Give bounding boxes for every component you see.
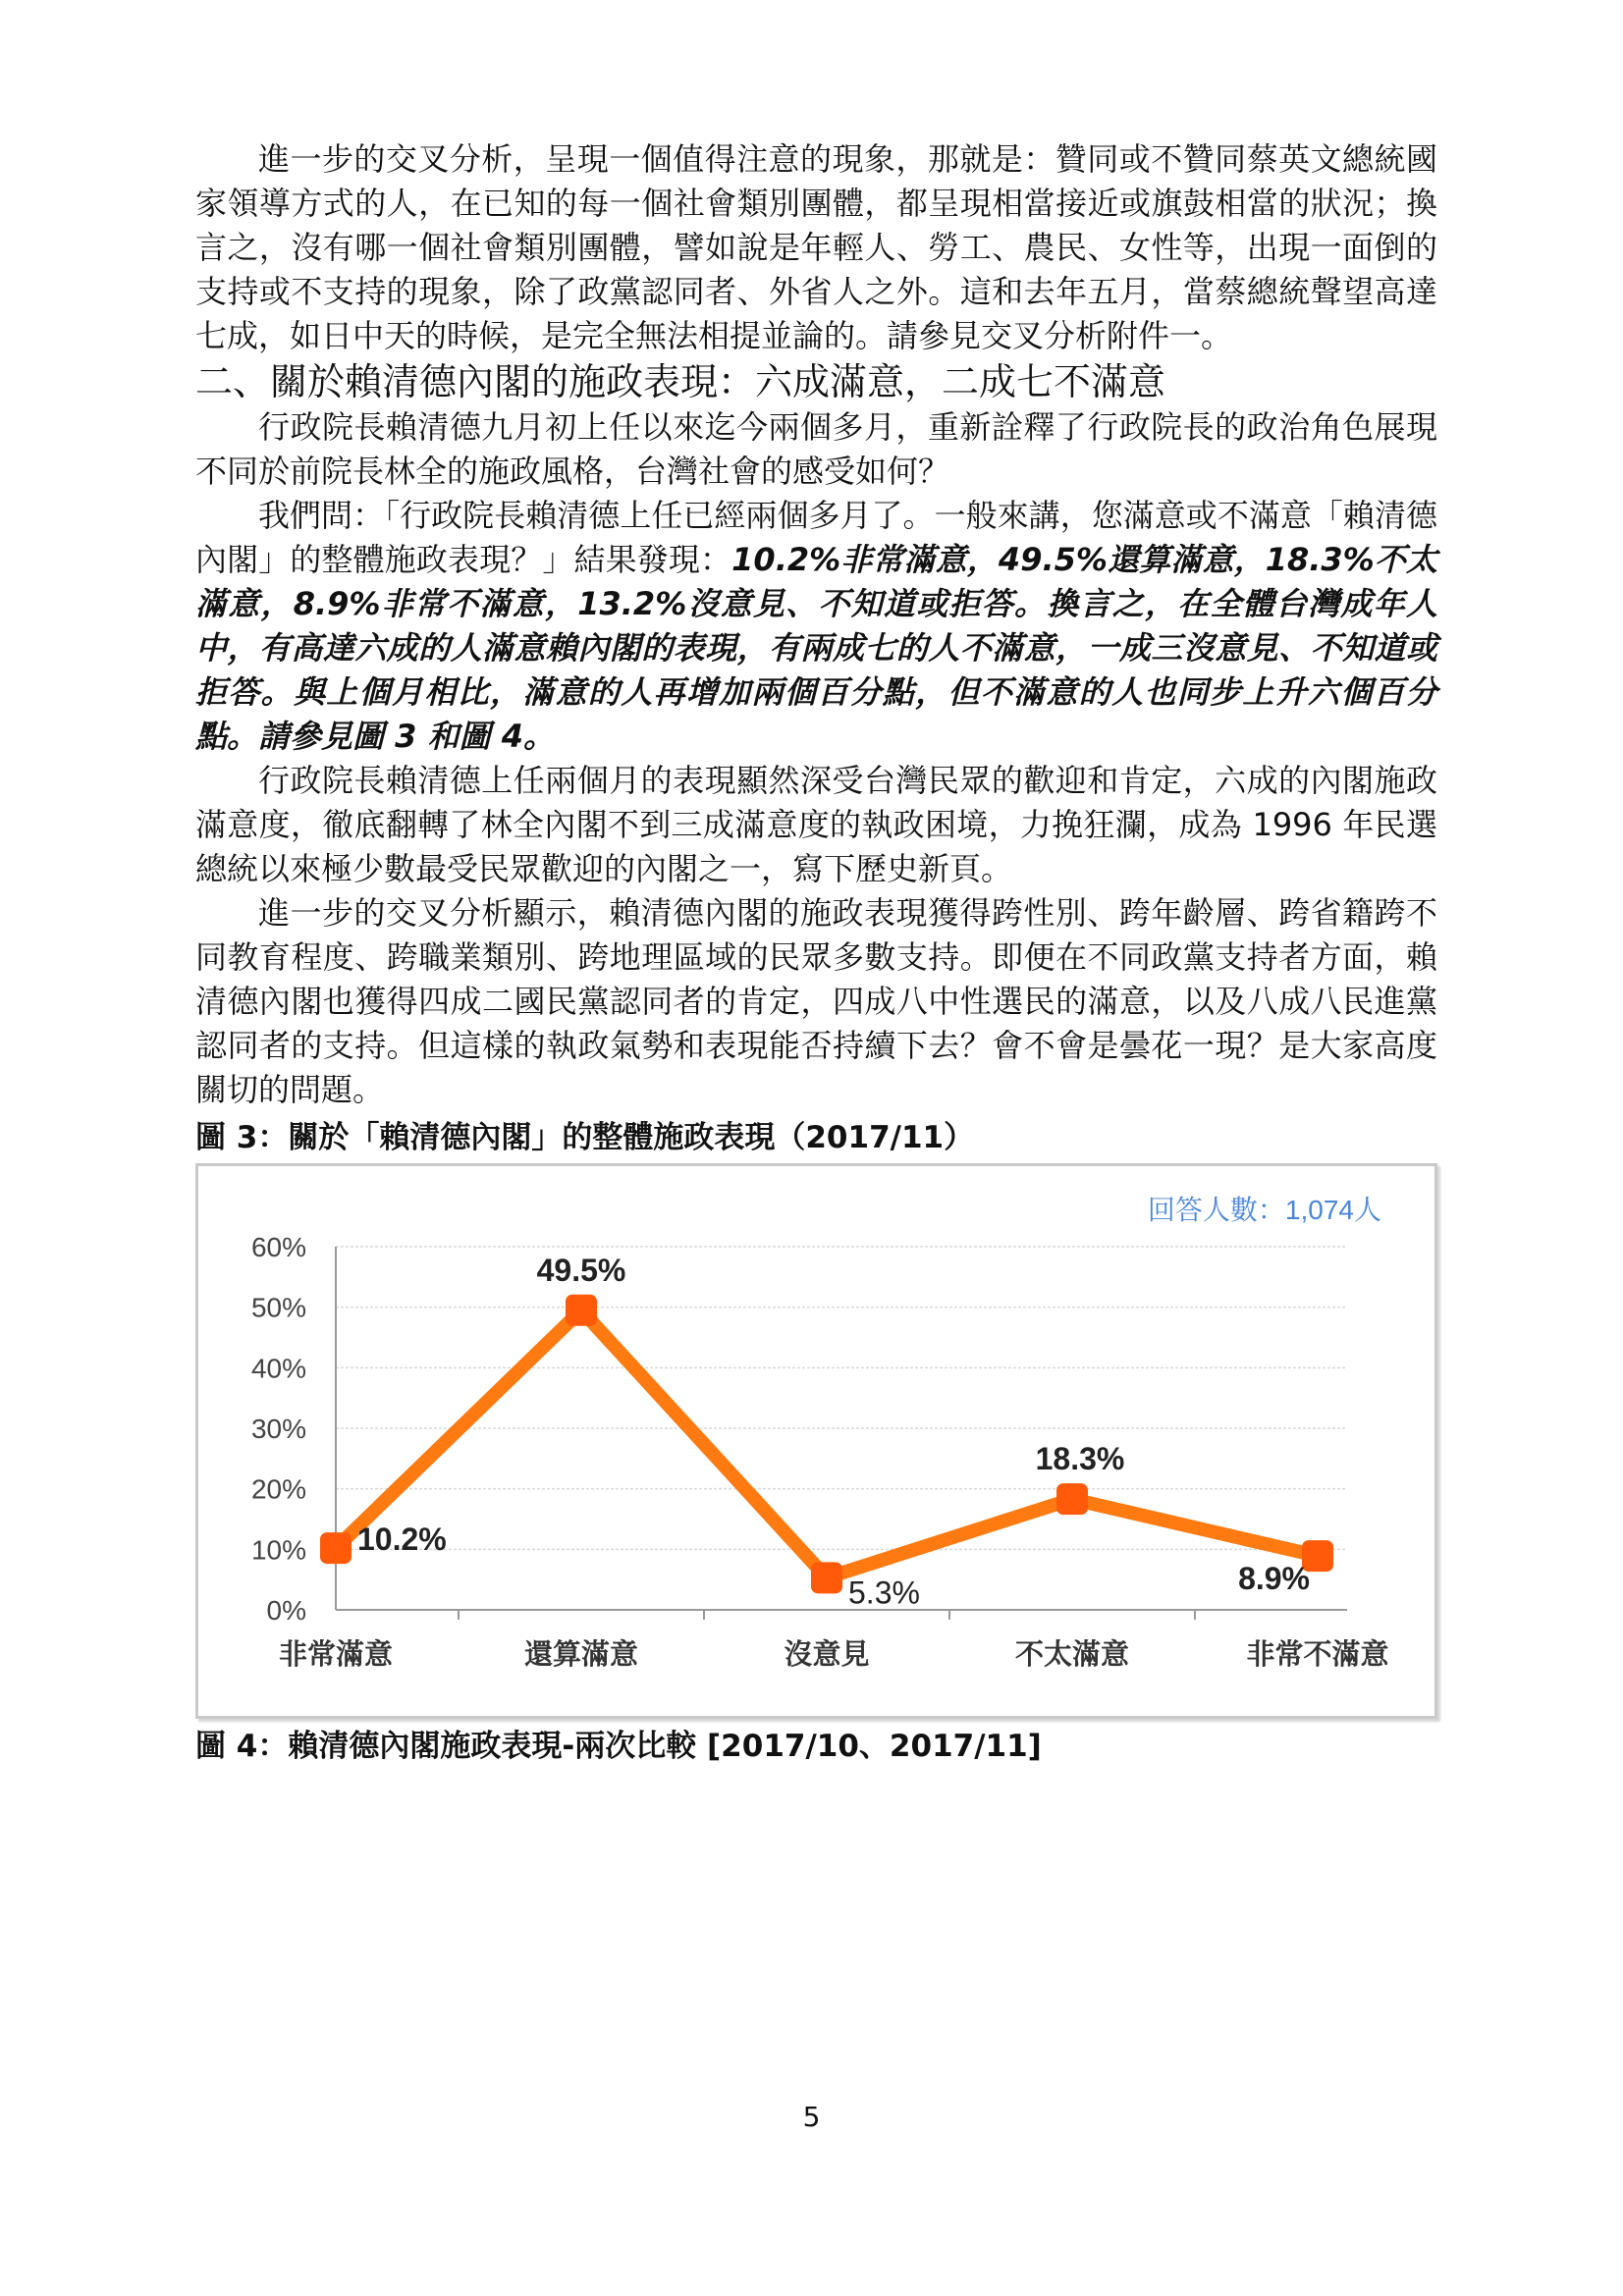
data-label: 18.3% [1035, 1441, 1125, 1477]
data-point-marker [566, 1295, 597, 1326]
chart-axes [336, 1247, 1347, 1620]
line-chart [198, 1166, 1434, 1716]
series-line [336, 1310, 1318, 1578]
figure-3-title: 圖 3：關於「賴清德內閣」的整體施政表現（2017/11） [195, 1120, 975, 1155]
data-labels [357, 1253, 1310, 1611]
y-tick-label: 0% [266, 1595, 306, 1626]
survey-result-text: 10.2%非常滿意，49.5%還算滿意，18.3%不太滿意，8.9%非常不滿意，13.2%沒意見、不知道或拒答。換言之，在全體台灣成年人中，有高達六成的人滿意賴內閣的表現，有兩成七的人不滿意，一成三沒意見、不知道或拒答。與上個月相比，滿意的人再增加兩個百分點，但不滿意的人也同步上升六個百分點。請參見圖 3 和圖 4。 [195, 541, 1437, 755]
y-tick-label: 20% [250, 1473, 306, 1505]
x-category-label: 不太滿意 [1014, 1639, 1130, 1671]
data-label: 8.9% [1238, 1561, 1310, 1597]
x-category-label: 還算滿意 [523, 1639, 639, 1671]
data-point-marker [1056, 1483, 1088, 1515]
survey-question-text: 我們問：「行政院長賴清德上任已經兩個多月了。一般來講，您滿意或不滿意「賴清德內閣」的整體施政表現？」結果發現： [195, 497, 1437, 578]
data-label: 10.2% [357, 1522, 447, 1558]
paragraph-premier-intro: 行政院長賴清德九月初上任以來迄今兩個多月，重新詮釋了行政院長的政治角色展現不同於前院長林全的施政風格，台灣社會的感受如何？ [195, 408, 1437, 490]
page-number: 5 [802, 2101, 821, 2133]
data-point-marker [320, 1532, 352, 1564]
satisfaction-line [336, 1310, 1318, 1578]
data-label: 49.5% [536, 1252, 626, 1288]
x-category-label: 沒意見 [784, 1639, 870, 1671]
section-heading: 二、關於賴清德內閣的施政表現：六成滿意，二成七不滿意 [195, 360, 1166, 403]
x-category-label: 非常不滿意 [1246, 1639, 1389, 1671]
y-tick-label: 60% [250, 1232, 306, 1262]
figure-3-chart [195, 1163, 1437, 1719]
y-tick-labels [251, 1232, 306, 1626]
paragraph-approval-analysis: 行政院長賴清德上任兩個月的表現顯然深受台灣民眾的歡迎和肯定，六成的內閣施政滿意度，徹底翻轉了林全內閣不到三成滿意度的執政困境，力挽狂瀾，成為 1996 年民選總統以來極少數最受民眾歡迎的內閣之一，寫下歷史新頁。 [195, 762, 1437, 887]
paragraph-support-analysis: 進一步的交叉分析顯示，賴清德內閣的施政表現獲得跨性別、跨年齡層、跨省籍跨不同教育程度、跨職業類別、跨地理區域的民眾多數支持。即便在不同政黨支持者方面，賴清德內閣也獲得四成二國民黨認同者的肯定，四成八中性選民的滿意，以及八成八民進黨認同者的支持。但這樣的執政氣勢和表現能否持續下去？會不會是曇花一現？是大家高度關切的問題。 [195, 894, 1437, 1108]
page-content [195, 137, 1437, 1766]
paragraph-cross-analysis: 進一步的交叉分析，呈現一個值得注意的現象，那就是：贊同或不贊同蔡英文總統國家領導方式的人，在已知的每一個社會類別團體，都呈現相當接近或旗鼓相當的狀況；換言之，沒有哪一個社會類別團體，譬如說是年輕人、勞工、農民、女性等，出現一面倒的支持或不支持的現象，除了政黨認同者、外省人之外。這和去年五月，當蔡總統聲望高達七成，如日中天的時候，是完全無法相提並論的。請參見交叉分析附件一。 [195, 140, 1437, 354]
y-tick-label: 40% [250, 1353, 306, 1384]
respondents-count: 回答人數：1,074人 [1147, 1195, 1381, 1225]
x-category-label: 非常滿意 [278, 1639, 394, 1671]
y-tick-label: 30% [250, 1414, 306, 1444]
y-tick-label: 50% [250, 1292, 306, 1323]
figure-4-title: 圖 4：賴清德內閣施政表現-兩次比較 [2017/10、2017/11] [195, 1729, 1042, 1764]
y-tick-label: 10% [250, 1534, 306, 1566]
data-point-marker [811, 1562, 842, 1593]
paragraph-survey-question [195, 494, 1437, 759]
data-label: 5.3% [848, 1575, 920, 1611]
x-category-labels [279, 1637, 1389, 1671]
